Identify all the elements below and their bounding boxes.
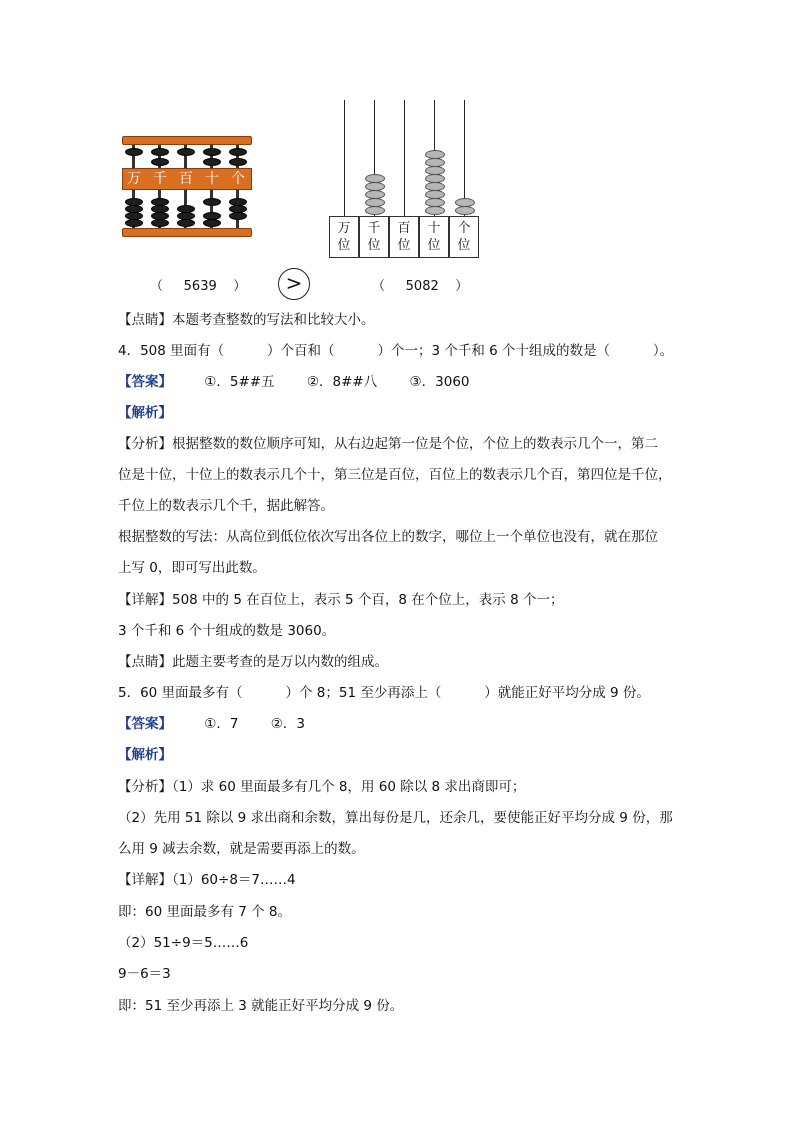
answer-tag: 【答案】	[118, 374, 172, 390]
counter-bead	[425, 150, 445, 159]
answer-row-5	[118, 714, 333, 734]
analysis-text: 位是十位，十位上的数表示几个十，第三位是百位，百位上的数表示几个百，第四位是千位，	[118, 467, 672, 483]
counter-bead	[425, 206, 445, 215]
counter-bead	[425, 166, 445, 175]
place-label: 个	[457, 221, 471, 236]
detail-text: 即：51 至少再添上 3 就能正好平均分成 9 份。	[118, 998, 404, 1014]
abacus-bead	[229, 158, 247, 166]
answer-item: ②．8##八	[306, 374, 378, 390]
counter-bead	[455, 206, 475, 215]
place-label: 十	[427, 221, 441, 236]
place-box-ge	[449, 216, 479, 258]
place-label: 百	[397, 221, 411, 236]
answer-item: ②．3	[270, 716, 305, 732]
question-4: 4．508 里面有（ ）个百和（ ）个一；3 个千和 6 个十组成的数是（ ）。	[118, 343, 674, 359]
analysis-text: 上写 0，即可写出此数。	[118, 560, 266, 576]
analysis-text: 么用 9 减去余数，就是需要再添上的数。	[118, 841, 365, 857]
place-box-bai	[389, 216, 419, 258]
question-5: 5．60 里面最多有（ ）个 8；51 至少再添上（ ）就能正好平均分成 9 份。	[118, 685, 650, 701]
abacus-bead	[125, 148, 143, 156]
place-label: 位	[427, 238, 441, 253]
place-label: 万	[337, 221, 351, 236]
abacus-bead	[151, 148, 169, 156]
place-label: 位	[367, 238, 381, 253]
detail-text: 即：60 里面最多有 7 个 8。	[118, 904, 292, 920]
abacus-bead	[177, 219, 195, 227]
counter-bead	[365, 182, 385, 191]
place-label: 位	[457, 238, 471, 253]
abacus-label-ge: 个	[231, 171, 245, 187]
place-label: 位	[337, 238, 351, 253]
left-abacus	[122, 136, 252, 240]
detail-text: 3 个千和 6 个十组成的数是 3060。	[118, 623, 336, 639]
analysis-text: 【分析】（1）求 60 里面最多有几个 8，用 60 除以 8 求出商即可；	[118, 779, 526, 795]
abacus-bead	[151, 219, 169, 227]
place-label: 千	[367, 221, 381, 236]
answer-row-4	[118, 372, 498, 392]
answer-item: ①．7	[204, 716, 239, 732]
abacus-label-shi: 十	[205, 171, 219, 187]
abacus-bead	[177, 148, 195, 156]
answer-item: ①．5##五	[204, 374, 275, 390]
place-box-qian	[359, 216, 389, 258]
counter-bead	[365, 206, 385, 215]
abacus-bead	[203, 198, 221, 206]
analysis-text: 【分析】根据整数的数位顺序可知，从右边起第一位是个位，个位上的数表示几个一，第二	[118, 436, 658, 452]
detail-text: 【详解】508 中的 5 在百位上，表示 5 个百，8 在个位上，表示 8 个一；	[118, 592, 564, 608]
abacus-rod	[404, 100, 405, 216]
right-abacus	[328, 100, 483, 262]
detail-text: 【详解】（1）60÷8＝7……4	[118, 872, 296, 888]
analysis-heading: 【解析】	[118, 747, 172, 763]
abacus-label-band	[122, 168, 252, 190]
abacus-label-wan: 万	[127, 171, 141, 187]
abacus-bead	[125, 219, 143, 227]
counter-bead	[425, 158, 445, 167]
detail-text: （2）51÷9＝5……6	[118, 935, 249, 951]
place-box-wan	[329, 216, 359, 258]
counter-bead	[425, 198, 445, 207]
analysis-text: 千位上的数表示几个千，据此解答。	[118, 498, 334, 514]
answer-tag: 【答案】	[118, 716, 172, 732]
abacus-top-bar	[122, 136, 252, 145]
counter-bead	[365, 190, 385, 199]
abacus-bead	[229, 148, 247, 156]
analysis-text: 根据整数的写法：从高位到低位依次写出各位上的数字，哪位上一个单位也没有，就在那位	[118, 529, 658, 545]
abacus-bead	[151, 158, 169, 166]
left-answer: （ 5639 ）	[150, 279, 247, 294]
abacus-label-qian: 千	[153, 171, 167, 187]
analysis-text: （2）先用 51 除以 9 求出商和余数，算出每份是几，还余几，要使能正好平均分成 9 份，那	[118, 810, 673, 826]
point-note: 【点睛】本题考查整数的写法和比较大小。	[118, 312, 375, 328]
counter-bead	[365, 198, 385, 207]
answer-item: ③．3060	[409, 374, 470, 390]
detail-text: 9－6＝3	[118, 966, 171, 982]
abacus-bead	[203, 158, 221, 166]
comparison-circle: >	[278, 268, 310, 300]
counter-bead	[455, 198, 475, 207]
abacus-bead	[229, 212, 247, 220]
right-answer: （ 5082 ）	[372, 279, 469, 294]
place-box-shi	[419, 216, 449, 258]
counter-bead	[365, 174, 385, 183]
counter-bead	[425, 174, 445, 183]
place-label: 位	[397, 238, 411, 253]
abacus-bead	[203, 148, 221, 156]
analysis-heading: 【解析】	[118, 405, 172, 421]
point-note: 【点睛】此题主要考查的是万以内数的组成。	[118, 654, 388, 670]
counter-bead	[425, 182, 445, 191]
abacus-label-bai: 百	[179, 171, 193, 187]
abacus-bead	[203, 219, 221, 227]
abacus-bottom-bar	[122, 228, 252, 237]
abacus-rod	[344, 100, 345, 216]
counter-bead	[425, 190, 445, 199]
